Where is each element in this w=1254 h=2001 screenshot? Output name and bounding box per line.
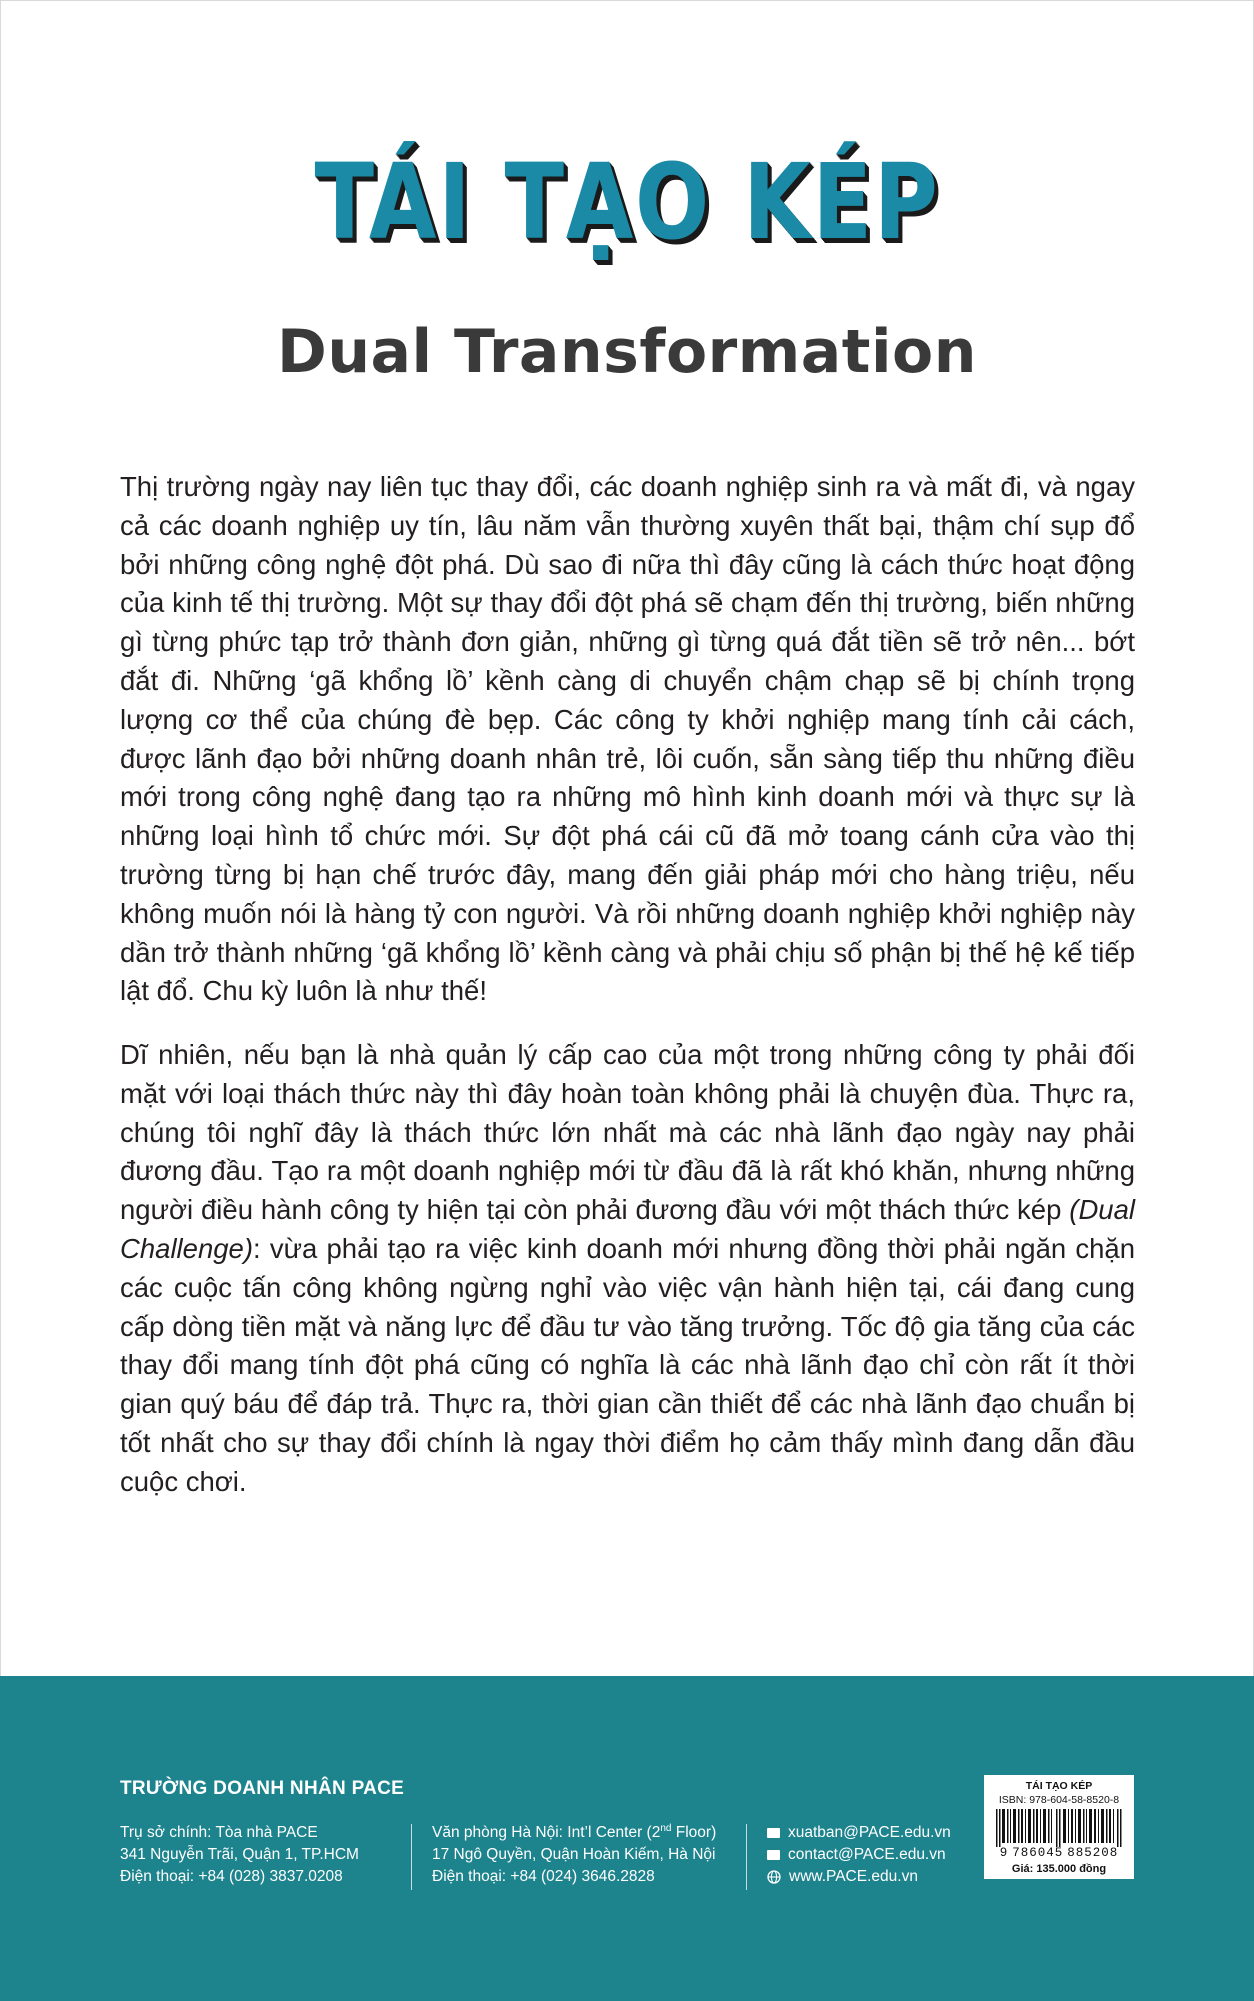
- website-row: [767, 1866, 951, 1888]
- website-link[interactable]: www.PACE.edu.vn: [789, 1868, 918, 1885]
- hanoi-line-1-text: Văn phòng Hà Nội: Int’l Center (2: [432, 1824, 661, 1841]
- headquarters-address: [120, 1822, 359, 1888]
- blurb-paragraph-2-end: : vừa phải tạo ra việc kinh doanh mới nhưng đồng thời phải ngăn chặn các cuộc tấn công không ngừng nghỉ vào việc vận hành hiện tại, cái đang cung cấp dòng tiền mặt và năng lực để đầu tư vào tăng trưởng. Tốc độ gia tăng của các thay đổi mang tính đột phá cũng có nghĩa là các nhà lãnh đạo chỉ còn rất ít thời gian quý báu để đáp trả. Thực ra, thời gian cần thiết để các nhà lãnh đạo chuẩn bị tốt nhất cho sự thay đổi chính là ngay thời điểm họ cảm thấy mình đang dẫn đầu cuộc chơi.: [120, 1232, 1135, 1497]
- globe-icon: [767, 1870, 781, 1884]
- publisher-name: TRƯỜNG DOANH NHÂN PACE: [120, 1778, 405, 1799]
- barcode: [996, 1809, 1122, 1847]
- hq-line-2: 341 Nguyễn Trãi, Quận 1, TP.HCM: [120, 1846, 359, 1863]
- barcode-digit-first: 9: [999, 1846, 1009, 1860]
- footer-band: [0, 1676, 1254, 2001]
- barcode-digits: [984, 1846, 1134, 1860]
- contact-list: [767, 1822, 951, 1888]
- mail-icon: [767, 1850, 780, 1860]
- hanoi-line-1: [432, 1822, 716, 1844]
- blurb-paragraph-1: Thị trường ngày nay liên tục thay đổi, các doanh nghiệp sinh ra và mất đi, và ngay cả các doanh nghiệp uy tín, lâu năm vẫn thường xuyên thất bại, thậm chí sụp đổ bởi những công nghệ đột phá. Dù sao đi nữa thì đây cũng là cách thức hoạt động của kinh tế thị trường. Một sự thay đổi đột phá sẽ chạm đến thị trường, biến những gì từng phức tạp trở thành đơn giản, những gì từng quá đắt tiền sẽ trở nên... bớt đắt đi. Những ‘gã khổng lồ’ kềnh càng di chuyển chậm chạp sẽ bị chính trọng lượng cơ thể của chúng đè bẹp. Các công ty khởi nghiệp mang tính cải cách, được lãnh đạo bởi những doanh nhân trẻ, lôi cuốn, sẵn sàng tiếp thu những điều mới trong công nghệ đang tạo ra những mô hình kinh doanh mới và thực sự là những loại hình tổ chức mới. Sự đột phá cái cũ đã mở toang cánh cửa vào thị trường từng bị hạn chế trước đây, mang đến giải pháp mới cho hàng triệu, nếu không muốn nói là hàng tỷ con người. Và rồi những doanh nghiệp khởi nghiệp này dần trở thành những ‘gã khổng lồ’ kềnh càng và phải chịu số phận bị thế hệ kế tiếp lật đổ. Chu kỳ luôn là như thế!: [120, 471, 1135, 1007]
- email-link-1[interactable]: xuatban@PACE.edu.vn: [788, 1824, 951, 1841]
- column-divider: [411, 1824, 412, 1890]
- dual-challenge-term: (Dual Challenge): [120, 1194, 1135, 1264]
- book-title: TÁI TẠO KÉP: [314, 141, 940, 263]
- email-link-2[interactable]: contact@PACE.edu.vn: [788, 1846, 946, 1863]
- isbn-barcode-block: [984, 1775, 1134, 1879]
- blurb-paragraph-2: [120, 1036, 1135, 1502]
- hanoi-line-1-floor: Floor): [671, 1824, 717, 1841]
- hanoi-line-2: 17 Ngô Quyền, Quận Hoàn Kiếm, Hà Nội: [432, 1846, 716, 1863]
- isbn-book-title: TÁI TẠO KÉP: [1025, 1780, 1093, 1792]
- book-subtitle: Dual Transformation: [277, 317, 977, 387]
- barcode-digits-group-1: 786045: [1012, 1846, 1064, 1860]
- isbn-number: ISBN: 978-604-58-8520-8: [998, 1794, 1120, 1806]
- book-price: Giá: 135.000 đồng: [1011, 1863, 1107, 1875]
- hanoi-office-address: [432, 1822, 716, 1888]
- column-divider: [746, 1824, 747, 1890]
- ordinal-superscript: nd: [660, 1822, 672, 1834]
- email-row-1: [767, 1822, 951, 1844]
- mail-icon: [767, 1828, 780, 1838]
- barcode-digits-group-2: 885208: [1067, 1846, 1119, 1860]
- blurb-paragraph-2-start: Dĩ nhiên, nếu bạn là nhà quản lý cấp cao của một trong những công ty phải đối mặt với loại thách thức này thì đây hoàn toàn không phải là chuyện đùa. Thực ra, chúng tôi nghĩ đây là thách thức lớn nhất mà các nhà lãnh đạo ngày nay phải đương đầu. Tạo ra một doanh nghiệp mới từ đầu đã là rất khó khăn, nhưng những người điều hành công ty hiện tại còn phải đương đầu với một thách thức kép: [120, 1039, 1135, 1226]
- hq-line-1: Trụ sở chính: Tòa nhà PACE: [120, 1824, 318, 1841]
- email-row-2: [767, 1844, 951, 1866]
- hq-phone: Điện thoại: +84 (028) 3837.0208: [120, 1868, 343, 1885]
- hanoi-phone: Điện thoại: +84 (024) 3646.2828: [432, 1868, 655, 1885]
